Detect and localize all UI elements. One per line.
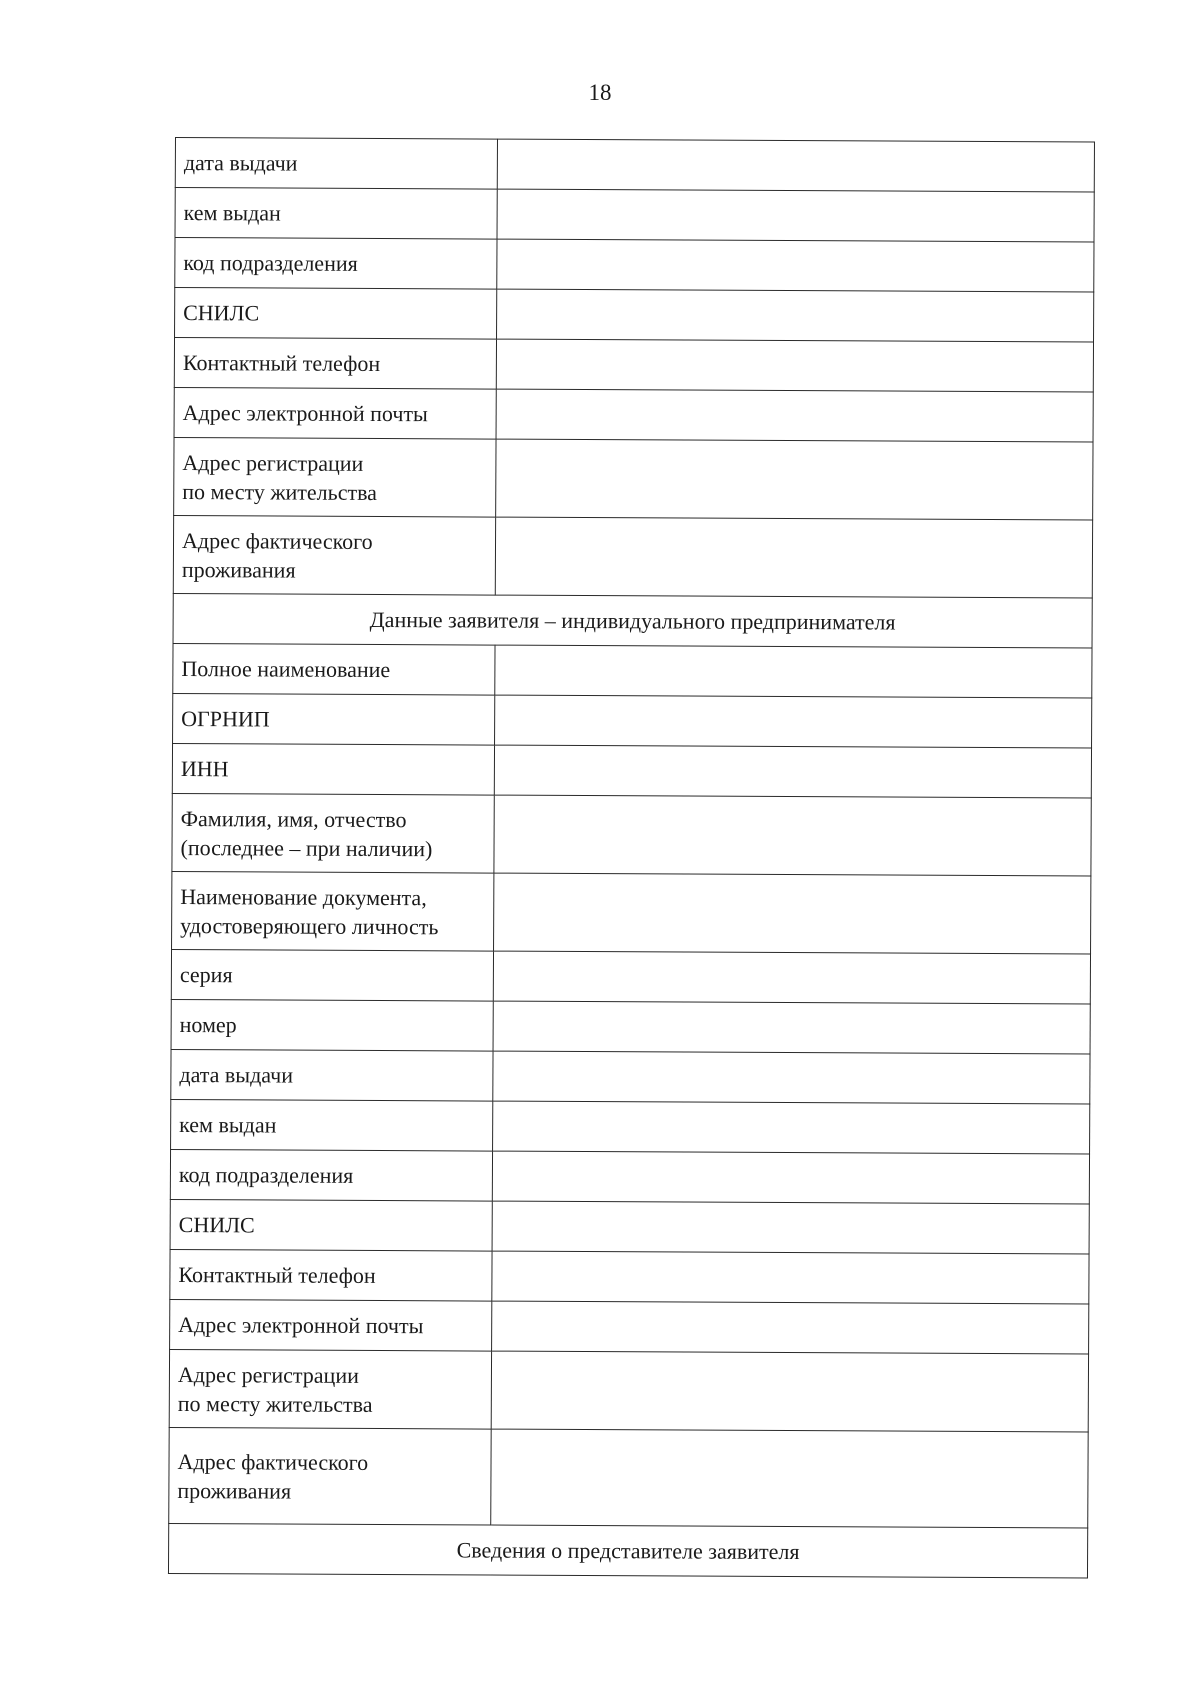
section-header-row — [173, 593, 1092, 647]
field-label-inn: ИНН — [172, 743, 494, 795]
field-value-division-code[interactable] — [497, 239, 1094, 292]
applicant-form-table — [168, 137, 1095, 1578]
field-value-full-name[interactable] — [495, 645, 1092, 698]
table-row — [171, 1049, 1090, 1103]
field-value-phone[interactable] — [496, 339, 1093, 392]
field-value-actual-address[interactable] — [495, 517, 1092, 598]
field-value-issue-date-ip[interactable] — [493, 1051, 1090, 1104]
table-row — [173, 515, 1092, 597]
page-number: 18 — [588, 80, 612, 105]
field-label-line: по месту жительства — [182, 478, 378, 505]
field-label-identity-document — [172, 871, 494, 951]
table-row — [170, 1249, 1089, 1303]
field-label-line: по месту жительства — [177, 1390, 373, 1417]
field-value-actual-address-ip[interactable] — [491, 1429, 1088, 1528]
section-header-row — [168, 1523, 1087, 1577]
field-label-series: серия — [171, 949, 493, 1001]
table-row — [175, 138, 1094, 192]
table-row — [172, 871, 1091, 953]
field-label-issued-by-ip: кем выдан — [171, 1099, 493, 1151]
table-row — [174, 387, 1093, 441]
field-value-ogrnip[interactable] — [495, 695, 1092, 748]
field-label-line: Фамилия, имя, отчество — [180, 805, 407, 832]
field-label-line: (последнее – при наличии) — [180, 834, 433, 861]
field-value-series[interactable] — [493, 951, 1090, 1004]
field-label-line: удостоверяющего личность — [180, 912, 439, 939]
table-row — [173, 693, 1092, 747]
table-row — [171, 1099, 1090, 1153]
field-label-fio — [172, 793, 494, 873]
section-title-representative: Сведения о представителе заявителя — [168, 1523, 1087, 1577]
field-label-line: Адрес регистрации — [177, 1361, 359, 1388]
field-label-issue-date: дата выдачи — [175, 138, 497, 190]
field-value-email[interactable] — [496, 389, 1093, 442]
table-row — [174, 437, 1093, 519]
table-row — [172, 793, 1091, 875]
field-label-ogrnip: ОГРНИП — [173, 693, 495, 745]
field-label-email: Адрес электронной почты — [174, 387, 496, 439]
field-value-registration-address-ip[interactable] — [491, 1351, 1088, 1432]
table-row — [175, 188, 1094, 242]
field-label-issue-date-ip: дата выдачи — [171, 1049, 493, 1101]
field-value-issue-date[interactable] — [497, 139, 1094, 192]
field-value-division-code-ip[interactable] — [492, 1151, 1089, 1204]
field-value-snils-ip[interactable] — [492, 1201, 1089, 1254]
field-label-line: Адрес фактического — [177, 1448, 369, 1475]
table-row — [174, 338, 1093, 392]
table-row — [171, 949, 1090, 1003]
field-label-line: проживания — [177, 1477, 292, 1504]
table-row — [175, 238, 1094, 292]
field-label-division-code: код подразделения — [175, 238, 497, 290]
field-label-line: Адрес фактического — [181, 527, 373, 554]
field-value-issued-by[interactable] — [497, 189, 1094, 242]
table-row — [170, 1299, 1089, 1353]
field-label-actual-address — [173, 515, 495, 595]
section-title-individual-entrepreneur: Данные заявителя – индивидуального предпринимателя — [173, 593, 1092, 647]
field-value-snils[interactable] — [497, 289, 1094, 342]
field-label-issued-by: кем выдан — [175, 188, 497, 240]
field-label-registration-address-ip — [169, 1349, 491, 1429]
field-label-actual-address-ip — [169, 1427, 491, 1525]
field-value-issued-by-ip[interactable] — [493, 1101, 1090, 1154]
field-value-fio[interactable] — [494, 795, 1091, 876]
table-row — [169, 1427, 1088, 1527]
table-row — [170, 1149, 1089, 1203]
field-label-full-name: Полное наименование — [173, 643, 495, 695]
field-label-line: Наименование документа, — [180, 883, 427, 910]
field-value-email-ip[interactable] — [492, 1301, 1089, 1354]
table-row — [170, 1199, 1089, 1253]
field-label-snils-ip: СНИЛС — [170, 1199, 492, 1251]
field-label-line: проживания — [181, 556, 296, 583]
field-label-phone-ip: Контактный телефон — [170, 1249, 492, 1301]
field-label-line: Адрес регистрации — [182, 449, 364, 476]
field-value-number[interactable] — [493, 1001, 1090, 1054]
field-label-email-ip: Адрес электронной почты — [170, 1299, 492, 1351]
table-row — [173, 643, 1092, 697]
field-value-phone-ip[interactable] — [492, 1251, 1089, 1304]
field-label-snils: СНИЛС — [175, 288, 497, 340]
field-value-registration-address[interactable] — [496, 439, 1093, 520]
table-row — [171, 999, 1090, 1053]
table-row — [169, 1349, 1088, 1431]
field-label-phone: Контактный телефон — [174, 338, 496, 390]
field-label-division-code-ip: код подразделения — [170, 1149, 492, 1201]
field-value-identity-document[interactable] — [494, 873, 1091, 954]
table-row — [175, 288, 1094, 342]
table-row — [172, 743, 1091, 797]
field-value-inn[interactable] — [494, 745, 1091, 798]
field-label-number: номер — [171, 999, 493, 1051]
field-label-registration-address — [174, 437, 496, 517]
